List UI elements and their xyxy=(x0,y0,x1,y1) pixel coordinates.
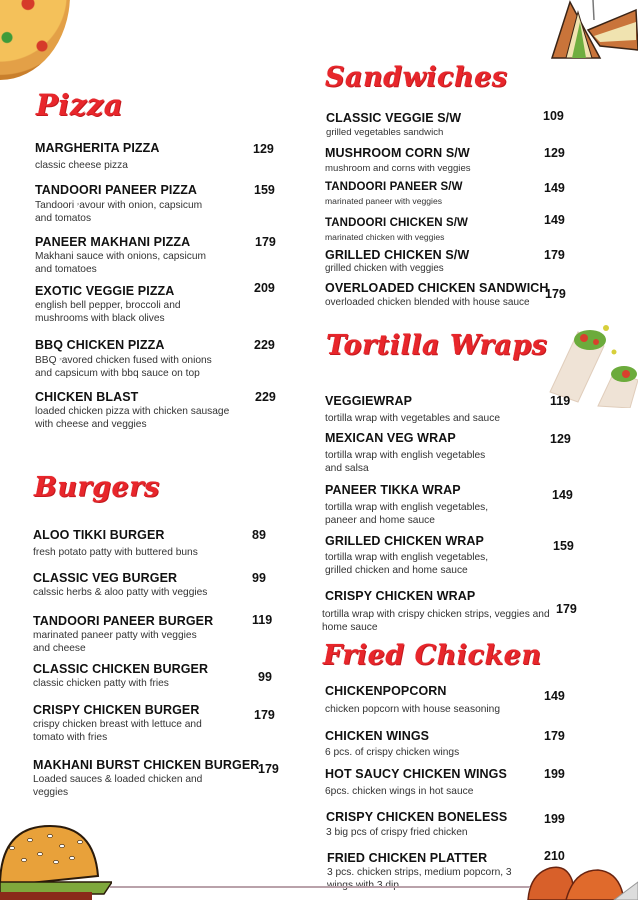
menu-item xyxy=(35,390,229,431)
item-price: 179 xyxy=(544,729,565,743)
item-description: and cheese xyxy=(33,643,86,654)
item-description: Loaded sauces & loaded chicken and xyxy=(33,774,203,785)
item-price: 199 xyxy=(544,812,565,826)
item-price: 119 xyxy=(550,394,571,408)
menu-item xyxy=(326,810,507,839)
item-name: CHICKEN WINGS xyxy=(325,729,430,743)
menu-item xyxy=(325,534,488,577)
item-description: Makhani sauce with onions, capsicum xyxy=(35,251,207,262)
chicken-wings-illustration-icon xyxy=(520,862,638,900)
item-name: OVERLOADED CHICKEN SANDWICH xyxy=(325,281,549,295)
menu-item xyxy=(325,394,500,425)
item-description: english bell pepper, broccoli and xyxy=(35,300,181,311)
item-name: CLASSIC VEGGIE S/W xyxy=(326,111,462,125)
item-name: MEXICAN VEG WRAP xyxy=(325,431,456,445)
section-heading-burgers: Burgers xyxy=(34,472,160,503)
item-price: 89 xyxy=(252,528,266,542)
item-name: CHICKENPOPCORN xyxy=(325,684,447,698)
item-description: fresh potato patty with buttered buns xyxy=(33,547,198,558)
item-description: and capsicum with bbq sauce on top xyxy=(35,368,200,379)
item-price: 129 xyxy=(544,146,565,160)
item-price: 209 xyxy=(254,281,275,295)
menu-item xyxy=(325,431,485,475)
menu-item xyxy=(325,248,469,274)
item-description: 6 pcs. of crispy chicken wings xyxy=(325,747,460,758)
item-description: tomato with fries xyxy=(33,732,108,743)
item-price: 179 xyxy=(544,248,565,262)
item-price: 99 xyxy=(252,571,266,585)
item-description: loaded chicken pizza with chicken sausage xyxy=(35,406,230,417)
menu-item xyxy=(33,703,202,744)
item-description: BBQ xyxy=(35,355,60,366)
item-price: 159 xyxy=(254,183,275,197)
menu-item xyxy=(325,684,500,716)
item-name: GRILLED CHICKEN S/W xyxy=(325,248,470,262)
item-price: 109 xyxy=(543,109,564,123)
item-name: FRIED CHICKEN PLATTER xyxy=(327,851,488,865)
item-description: marinated paneer patty with veggies xyxy=(33,630,197,641)
item-name: PANEER MAKHANI PIZZA xyxy=(35,235,191,249)
item-description: mushrooms with black olives xyxy=(35,313,165,324)
item-price: 129 xyxy=(253,142,274,156)
item-description: mushroom and corns with veggies xyxy=(325,163,471,174)
item-name: TANDOORI CHICKEN S/W xyxy=(325,217,468,229)
item-description: calssic herbs & aloo patty with veggies xyxy=(33,587,208,598)
item-name: CRISPY CHICKEN BURGER xyxy=(33,703,200,717)
item-description: 3 pcs. chicken strips, medium popcorn, 3 xyxy=(327,867,512,878)
item-description: tortilla wrap with english vegetables xyxy=(325,450,486,461)
item-description: grilled vegetables sandwich xyxy=(326,127,444,138)
menu-item xyxy=(325,216,468,244)
item-description: classic chicken patty with fries xyxy=(33,678,169,689)
section-heading-tortilla-wraps: Tortilla Wraps xyxy=(326,330,548,361)
item-price: 99 xyxy=(258,670,272,684)
item-price: 149 xyxy=(544,689,565,703)
item-name: ALOO TIKKI BURGER xyxy=(33,528,165,542)
item-price: 179 xyxy=(258,762,279,776)
item-name: CRISPY CHICKEN WRAP xyxy=(325,589,476,603)
item-description: veggies xyxy=(33,787,69,798)
item-price: 179 xyxy=(556,602,577,616)
item-description: classic cheese pizza xyxy=(35,160,128,171)
item-price: 129 xyxy=(550,432,571,446)
item-price: 149 xyxy=(552,488,573,502)
footer-divider xyxy=(110,886,530,888)
menu-item xyxy=(326,111,461,139)
section-heading-sandwiches: Sandwiches xyxy=(325,62,508,93)
menu-item xyxy=(325,180,463,208)
item-name: CRISPY CHICKEN BONELESS xyxy=(326,810,508,824)
item-description: crispy chicken breast with lettuce and xyxy=(33,719,202,730)
item-description: marinated chicken with veggies xyxy=(325,232,445,242)
item-name: CLASSIC CHICKEN BURGER xyxy=(33,662,209,676)
item-price: 179 xyxy=(545,287,566,301)
item-description: marinated paneer with veggies xyxy=(325,196,443,206)
item-description: and salsa xyxy=(325,463,369,474)
menu-item xyxy=(33,662,208,690)
item-name: BBQ CHICKEN PIZZA xyxy=(35,338,165,352)
menu-item xyxy=(33,758,259,799)
item-description: 6pcs. chicken wings in hot sauce xyxy=(325,786,474,797)
item-description: with cheese and veggies xyxy=(35,419,147,430)
item-description: home sauce xyxy=(322,622,378,633)
section-heading-fried-chicken: Fried Chicken xyxy=(323,640,542,671)
item-description: avour with onion, capsicum xyxy=(79,200,203,211)
menu-item xyxy=(325,281,549,309)
menu-item xyxy=(325,767,507,798)
item-name: TANDOORI PANEER BURGER xyxy=(33,614,214,628)
item-description: grilled chicken and home sauce xyxy=(325,565,468,576)
menu-item xyxy=(322,589,550,634)
item-price: 229 xyxy=(255,390,276,404)
item-description: and tomatoes xyxy=(35,264,97,275)
menu-item xyxy=(325,146,471,175)
item-name: EXOTIC VEGGIE PIZZA xyxy=(35,284,175,298)
section-heading-pizza: Pizza xyxy=(36,88,124,122)
item-name: CLASSIC VEG BURGER xyxy=(33,571,178,585)
menu-item xyxy=(33,571,207,599)
menu-item xyxy=(35,141,160,172)
item-price: 199 xyxy=(544,767,565,781)
item-description: paneer and home sauce xyxy=(325,515,435,526)
item-description: chicken popcorn with house seasoning xyxy=(325,704,500,715)
item-price: 149 xyxy=(544,181,565,195)
menu-item xyxy=(325,483,488,527)
item-description: Tandoori xyxy=(35,200,77,211)
item-name: TANDOORI PANEER PIZZA xyxy=(35,183,198,197)
item-price: 159 xyxy=(553,539,574,553)
pizza-illustration-icon xyxy=(0,0,70,80)
item-name: MARGHERITA PIZZA xyxy=(35,141,160,155)
item-name: VEGGIEWRAP xyxy=(325,394,413,408)
item-name: GRILLED CHICKEN WRAP xyxy=(325,534,484,548)
item-name: HOT SAUCY CHICKEN WINGS xyxy=(325,767,507,781)
item-description: tortilla wrap with vegetables and sauce xyxy=(325,413,500,424)
menu-item xyxy=(325,729,459,759)
item-name: TANDOORI PANEER S/W xyxy=(325,181,463,193)
burger-illustration-icon xyxy=(0,820,112,900)
item-price: 179 xyxy=(255,235,276,249)
item-price: 229 xyxy=(254,338,275,352)
item-description: 3 big pcs of crispy fried chicken xyxy=(326,827,468,838)
item-name: MUSHROOM CORN S/W xyxy=(325,146,470,160)
item-name: CHICKEN BLAST xyxy=(35,390,139,404)
item-name: PANEER TIKKA WRAP xyxy=(325,483,461,497)
item-price: 179 xyxy=(254,708,275,722)
item-name: MAKHANI BURST CHICKEN BURGER xyxy=(33,758,260,772)
menu-item xyxy=(35,284,181,325)
item-price: 210 xyxy=(544,849,565,863)
broken-ligature-glyph-icon: ⸗ xyxy=(59,356,62,363)
broken-ligature-glyph-icon: ⸗ xyxy=(76,201,80,208)
item-description: tortilla wrap with english vegetables, xyxy=(325,552,489,563)
sandwich-illustration-icon xyxy=(548,0,638,62)
menu-item xyxy=(35,235,206,276)
item-description: tortilla wrap with english vegetables, xyxy=(325,502,489,513)
item-description: and tomatos xyxy=(35,213,92,224)
menu-item xyxy=(33,614,213,655)
item-description: overloaded chicken blended with house sauce xyxy=(325,297,530,308)
menu-item xyxy=(35,338,212,380)
item-description: tortilla wrap with crispy chicken strips, veggies and xyxy=(322,609,550,620)
item-price: 149 xyxy=(544,213,565,227)
menu-item xyxy=(33,528,198,559)
menu-item xyxy=(35,183,202,225)
item-description: avored chicken fused with onions xyxy=(61,355,212,366)
item-price: 119 xyxy=(252,613,273,627)
item-description: grilled chicken with veggies xyxy=(325,263,444,274)
